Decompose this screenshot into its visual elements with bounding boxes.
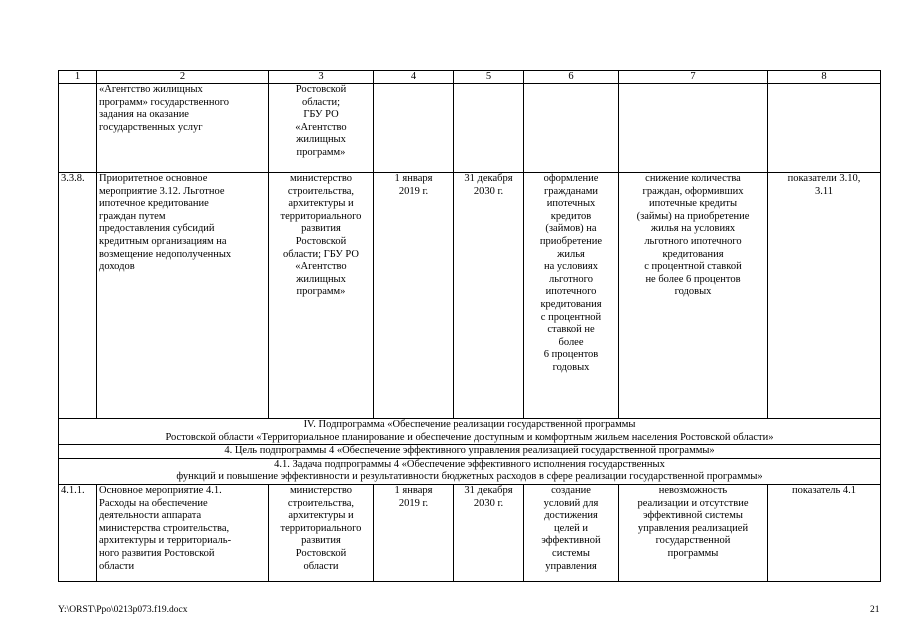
text-line: развития <box>301 223 341 235</box>
text-line: 3.11 <box>815 185 833 197</box>
col-header: 4 <box>374 71 454 84</box>
text-line: 2030 г. <box>473 497 504 509</box>
text-line: территориального <box>280 210 362 222</box>
text-line: Ростовской <box>295 235 347 247</box>
text-line: архитектуры и <box>288 510 354 522</box>
text-line: архитектуры и территориаль- <box>99 535 232 547</box>
text-line: «Агентство <box>295 121 347 133</box>
text-line: не более 6 процентов <box>645 273 741 285</box>
text-line: «Агентство <box>295 261 347 273</box>
text-line: функций и повышение эффективности и результативности бюджетных расходов в сфере реализации государственной программы» <box>176 471 763 483</box>
col-header: 7 <box>619 71 768 84</box>
text-line: 31 декабря <box>464 484 513 496</box>
text-line: 1 января <box>394 173 433 184</box>
end-date <box>454 484 524 581</box>
text-line: государственных услуг <box>99 121 203 133</box>
text-line: территориального <box>280 522 362 534</box>
col-header: 5 <box>454 71 524 84</box>
text-line: жилья на условиях <box>650 223 736 235</box>
col-header: 3 <box>269 71 374 84</box>
text-line: развития <box>301 535 341 547</box>
text-line: 6 процентов <box>543 349 599 361</box>
text-line: достижения <box>544 510 598 522</box>
start-date <box>374 173 454 419</box>
text-line: возмещение недополученных <box>99 248 232 260</box>
start-date <box>374 484 454 581</box>
text-line: 31 декабря <box>464 173 513 184</box>
measures-table <box>58 70 881 582</box>
measure-name <box>97 484 269 581</box>
text-line: невозможность <box>658 484 728 496</box>
text-line: деятельности аппарата <box>99 510 202 522</box>
column-number-row <box>59 71 881 84</box>
text-line: управления реализацией <box>637 522 749 534</box>
text-line: программы <box>667 547 719 559</box>
expected-result <box>524 84 619 173</box>
table-row <box>59 173 881 419</box>
executor <box>269 484 374 581</box>
indicator <box>768 173 881 419</box>
text-line: мероприятие 3.12. Льготное <box>99 185 225 197</box>
text-line: эффективной <box>541 535 601 547</box>
text-line: условий для <box>543 497 599 509</box>
text-line: министерство <box>289 173 353 184</box>
text-line: 3.3.8. <box>61 173 85 184</box>
text-line: ставкой не <box>547 324 595 336</box>
text-line: архитектуры и <box>288 198 354 210</box>
text-line: гражданами <box>543 185 599 197</box>
text-line: эффективной системы <box>643 510 743 522</box>
text-line: ипотечных <box>546 198 596 210</box>
subprogram-heading <box>59 419 881 445</box>
text-line: «Агентство жилищных <box>99 84 203 95</box>
text-line: задания на оказание <box>99 109 189 121</box>
text-line: IV. Подпрограмма «Обеспечение реализации государственной программы <box>303 419 636 430</box>
text-line: приобретение <box>539 235 603 247</box>
text-line: строительства, <box>287 497 355 509</box>
text-line: с процентной <box>540 311 602 323</box>
text-line: системы <box>552 547 590 559</box>
text-line: государственной <box>655 535 731 547</box>
text-line: программ» <box>296 146 346 158</box>
consequences <box>619 173 768 419</box>
indicator <box>768 484 881 581</box>
col-header: 6 <box>524 71 619 84</box>
text-line: министерство <box>289 484 353 496</box>
executor <box>269 173 374 419</box>
col-header: 1 <box>59 71 97 84</box>
measure-name <box>97 84 269 173</box>
text-line: показатели 3.10, <box>787 173 861 184</box>
text-line: строительства, <box>287 185 355 197</box>
text-line: области; <box>301 96 341 108</box>
text-line: граждан путем <box>99 210 166 222</box>
text-line: льготного <box>549 273 593 285</box>
text-line: 4.1. Задача подпрограммы 4 «Обеспечение эффективного исполнения государственных <box>274 458 665 470</box>
text-line: области <box>303 560 339 572</box>
text-line: жилищных <box>296 273 346 285</box>
consequences <box>619 484 768 581</box>
text-line: Ростовской области «Территориальное планирование и обеспечение доступным и комфортным жильем населения Ростовской области» <box>165 431 774 443</box>
text-line: 1 января <box>394 484 433 496</box>
text-line: Расходы на обеспечение <box>99 497 208 509</box>
col-header: 2 <box>97 71 269 84</box>
expected-result <box>524 173 619 419</box>
text-line: предоставления субсидий <box>99 223 215 235</box>
text-line: 2019 г. <box>398 497 429 509</box>
text-line: реализации и отсутствие <box>637 497 749 509</box>
text-line: кредитным организациям на <box>99 235 227 247</box>
text-line: ипотечного <box>545 286 597 298</box>
text-line: ГБУ РО <box>303 109 339 121</box>
text-line: снижение количества <box>645 173 741 184</box>
row-number <box>59 484 97 581</box>
text-line: кредитования <box>662 248 724 260</box>
text-line: (займов) на <box>545 223 597 235</box>
text-line: министерства строительства, <box>99 522 230 534</box>
table-row <box>59 484 881 581</box>
table-row <box>59 84 881 173</box>
text-line: 4.1.1. <box>61 484 85 496</box>
text-line: (займы) на приобретение <box>636 210 750 222</box>
measure-name <box>97 173 269 419</box>
text-line: доходов <box>99 261 135 273</box>
text-line: с процентной ставкой <box>644 261 742 273</box>
text-line: жилья <box>557 248 585 260</box>
text-line: на условиях <box>544 261 598 273</box>
text-line: целей и <box>553 522 589 534</box>
col-header: 8 <box>768 71 881 84</box>
text-line: показатель 4.1 <box>791 484 857 496</box>
section-row <box>59 445 881 459</box>
text-line: ипотечные кредиты <box>648 198 738 210</box>
row-number <box>59 173 97 419</box>
text-line: ипотечное кредитование <box>99 198 209 210</box>
end-date <box>454 173 524 419</box>
text-line: 2019 г. <box>398 185 429 197</box>
row-number <box>59 84 97 173</box>
section-row <box>59 419 881 445</box>
text-line: граждан, оформивших <box>642 185 744 197</box>
file-path: Y:\ORST\Ppo\0213p073.f19.docx <box>58 605 188 615</box>
indicator <box>768 84 881 173</box>
text-line: кредитов <box>550 210 592 222</box>
expected-result <box>524 484 619 581</box>
text-line: кредитования <box>540 298 602 310</box>
goal-heading: 4. Цель подпрограммы 4 «Обеспечение эффективного управления реализацией государственной программы» <box>59 445 881 459</box>
text-line: Ростовской <box>295 84 347 95</box>
text-line: программ» государственного <box>99 96 230 108</box>
text-line: годовых <box>552 361 590 373</box>
consequences <box>619 84 768 173</box>
section-row <box>59 458 881 484</box>
text-line: программ» <box>296 286 346 298</box>
text-line: ного развития Ростовской <box>99 547 215 559</box>
text-line: более <box>558 336 584 348</box>
text-line: создание <box>551 484 591 496</box>
text-line: Ростовской <box>295 547 347 559</box>
text-line: жилищных <box>296 134 346 146</box>
page-number: 21 <box>870 605 880 615</box>
text-line: годовых <box>674 286 712 298</box>
text-line: области; ГБУ РО <box>283 248 359 260</box>
text-line: льготного ипотечного <box>644 235 742 247</box>
text-line: управления <box>545 560 597 572</box>
text-line: 2030 г. <box>473 185 504 197</box>
text-line: Основное мероприятие 4.1. <box>99 484 222 496</box>
executor <box>269 84 374 173</box>
text-line: оформление <box>543 173 599 184</box>
text-line: области <box>99 560 135 572</box>
end-date <box>454 84 524 173</box>
task-heading <box>59 458 881 484</box>
start-date <box>374 84 454 173</box>
text-line: Приоритетное основное <box>99 173 208 184</box>
